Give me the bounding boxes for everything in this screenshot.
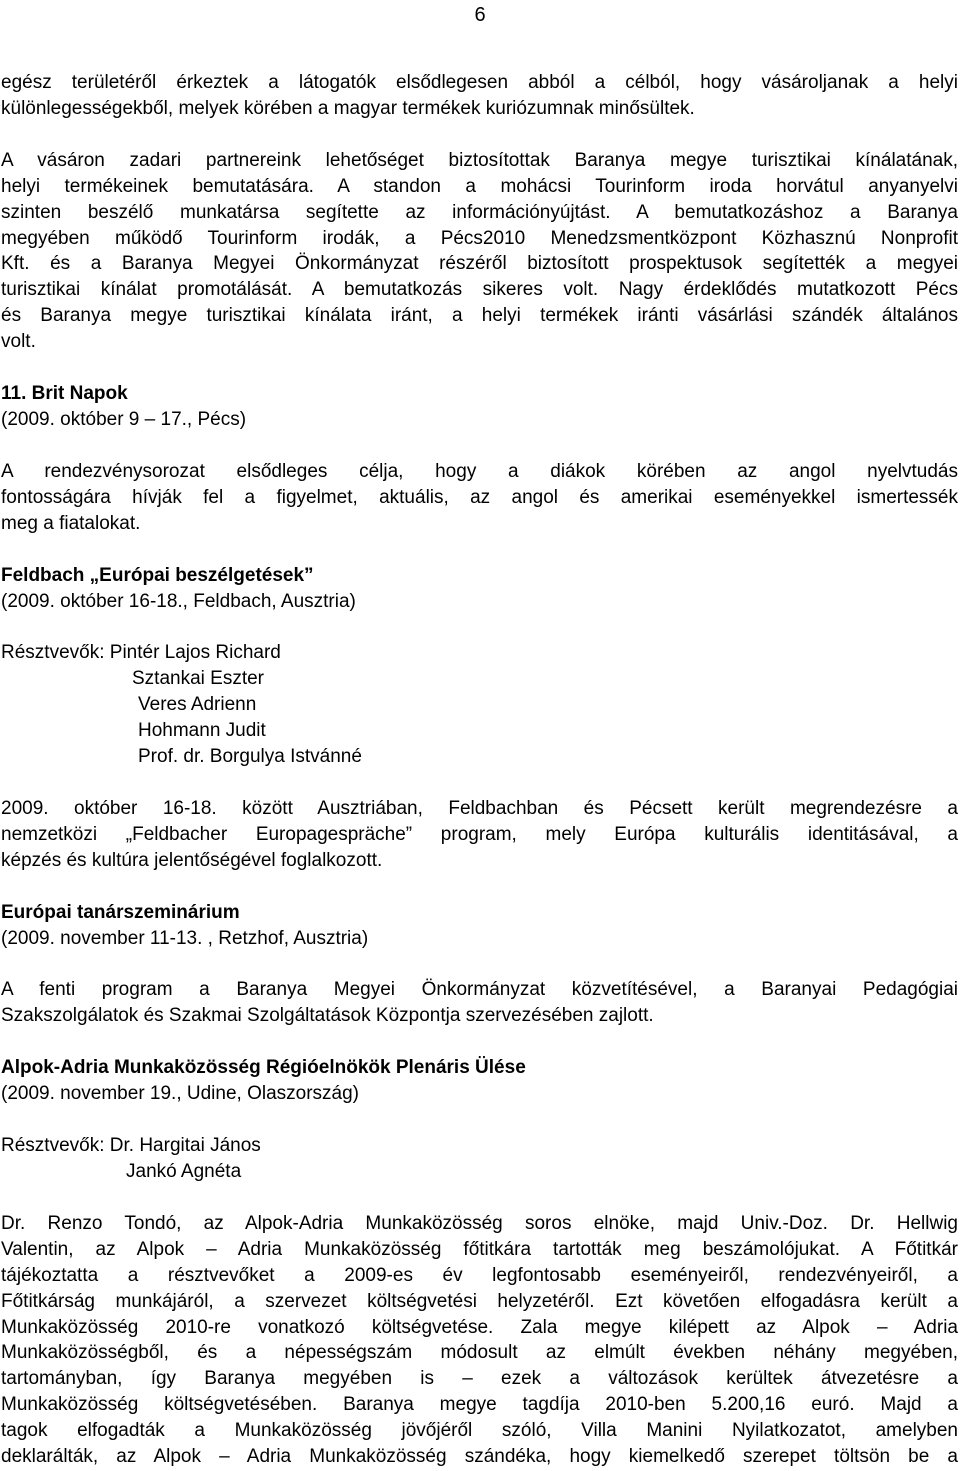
text-line: A rendezvénysorozat elsődleges célja, hogy a diákok körében az angol nyelvtudás [1,460,958,482]
section-body [1,977,958,1029]
participants-label: Résztvevők: [1,1135,105,1157]
text-line: fontosságára hívják fel a figyelmet, aktuális, az angol és amerikai eseményekkel ismertessék [1,486,958,508]
text-line: különlegességekből, melyek körében a magyar termékek kuriózumnak minősültek. [1,97,695,119]
section-body [1,1211,958,1470]
text-line: Szakszolgálatok és Szakmai Szolgáltatások Központja szervezésében zajlott. [1,1005,654,1027]
paragraph-fair [1,148,958,355]
text-line: Dr. Renzo Tondó, az Alpok-Adria Munkaközösség soros elnöke, majd Univ.-Doz. Dr. Hellwig [1,1212,958,1234]
text-line: Valentin, az Alpok – Adria Munkaközösség főtitkára tartották meg beszámolójukat. A Főtitkár [1,1238,958,1260]
text-line: Kft. és a Baranya Megyei Önkormányzat részéről biztosított prospektusok segítették a megyei [1,253,958,275]
text-line: A fenti program a Baranya Megyei Önkormányzat közvetítésével, a Baranyai Pedagógiai [1,979,958,1001]
section-title-feldbach: Feldbach „Európai beszélgetések” [1,564,314,586]
section-date: (2009. november 19., Udine, Olaszország) [1,1083,360,1105]
text-line: és Baranya megye turisztikai kínálata iránt, a helyi termékek iránti vásárlási szándék általános [1,305,958,327]
text-line: megyében működő Tourinform irodák, a Pécs2010 Menedzsmentközpont Közhasznú Nonprofit [1,227,958,249]
participant-name: Hohmann Judit [138,720,266,742]
paragraph-intro [1,70,958,122]
participants-label: Résztvevők: [1,642,105,664]
section-date: (2009. október 16-18., Feldbach, Ausztria) [1,590,356,612]
section-body [1,796,958,874]
text-line: A vásáron zadari partnereink lehetőséget biztosítottak Baranya megye turisztikai kínálatának, [1,149,958,171]
section-body [1,459,958,537]
text-line: egész területéről érkeztek a látogatók elsődlegesen abból a célból, hogy vásároljanak a helyi [1,72,958,93]
participant-name: Pintér Lajos Richard [109,642,281,664]
text-line: deklarálták, az Alpok – Adria Munkaközösség szándéka, hogy kiemelkedő szerepet töltsön be a [1,1446,958,1468]
participant-name: Dr. Hargitai János [109,1135,261,1157]
participant-name: Sztankai Eszter [132,668,264,690]
participants-list [1,640,958,666]
section-date: (2009. november 11-13. , Retzhof, Ausztria) [1,927,369,949]
text-line: tájékoztatta a résztvevőket a 2009-es év legfontosabb eseményeiről, rendezvényeiről, a [1,1264,958,1286]
text-line: Munkaközösség költségvetésében. Baranya megye tagdíja 2010-ben 5.200,16 euró. Majd a [1,1394,958,1416]
participant-name: Jankó Agnéta [126,1161,242,1182]
text-line: Főtitkárság munkájáról, a szervezet költségvetési helyzetéről. Ezt követően elfogadásra került a [1,1290,958,1312]
participant-name: Veres Adrienn [138,694,257,716]
participants-list [1,1133,958,1159]
text-line: képzés és kultúra jelentőségével foglalkozott. [1,849,383,871]
participants-more [126,1159,958,1185]
text-line: nemzetközi „Feldbacher Europagespräche” program, mely Európa kulturális identitásával, a [1,823,958,845]
text-line: turisztikai kínálat promotálását. A bemutatkozás sikeres volt. Nagy érdeklődés mutatkozott Pécs [1,279,958,301]
participants-more [132,666,958,770]
text-line: volt. [1,331,36,353]
page-number: 6 [474,4,486,26]
text-line: tartományban, így Baranya megyében is – ezek a változások kerültek átvezetésre a [1,1368,958,1390]
text-line: 2009. október 16-18. között Ausztriában, Feldbachban és Pécsett került megrendezésre a [1,797,958,819]
section-title-tanarszeminarium: Európai tanárszeminárium [1,901,240,923]
section-date: (2009. október 9 – 17., Pécs) [1,408,247,430]
section-title-brit-napok: 11. Brit Napok [1,383,128,405]
participant-name: Prof. dr. Borgulya Istvánné [138,746,362,768]
document-body [1,70,958,1470]
text-line: helyi termékeinek bemutatására. A standon a mohácsi Tourinform iroda horvátul anyanyelvi [1,175,958,197]
text-line: meg a fiatalokat. [1,512,141,534]
text-line: Munkaközösségből, és a népességszám módosult az elmúlt években néhány megyében, [1,1342,958,1364]
text-line: tagok elfogadták a Munkaközösség jövőjéről szóló, Villa Manini Nyilatkozatot, amelyben [1,1420,958,1442]
text-line: szinten beszélő munkatársa segítette az információnyújtást. A bemutatkozáshoz a Baranya [1,201,958,223]
section-title-alpok-adria: Alpok-Adria Munkaközösség Régióelnökök Plenáris Ülése [1,1057,526,1079]
text-line: Munkaközösség 2010-re vonatkozó költségvetése. Zala megye kilépett az Alpok – Adria [1,1316,958,1338]
